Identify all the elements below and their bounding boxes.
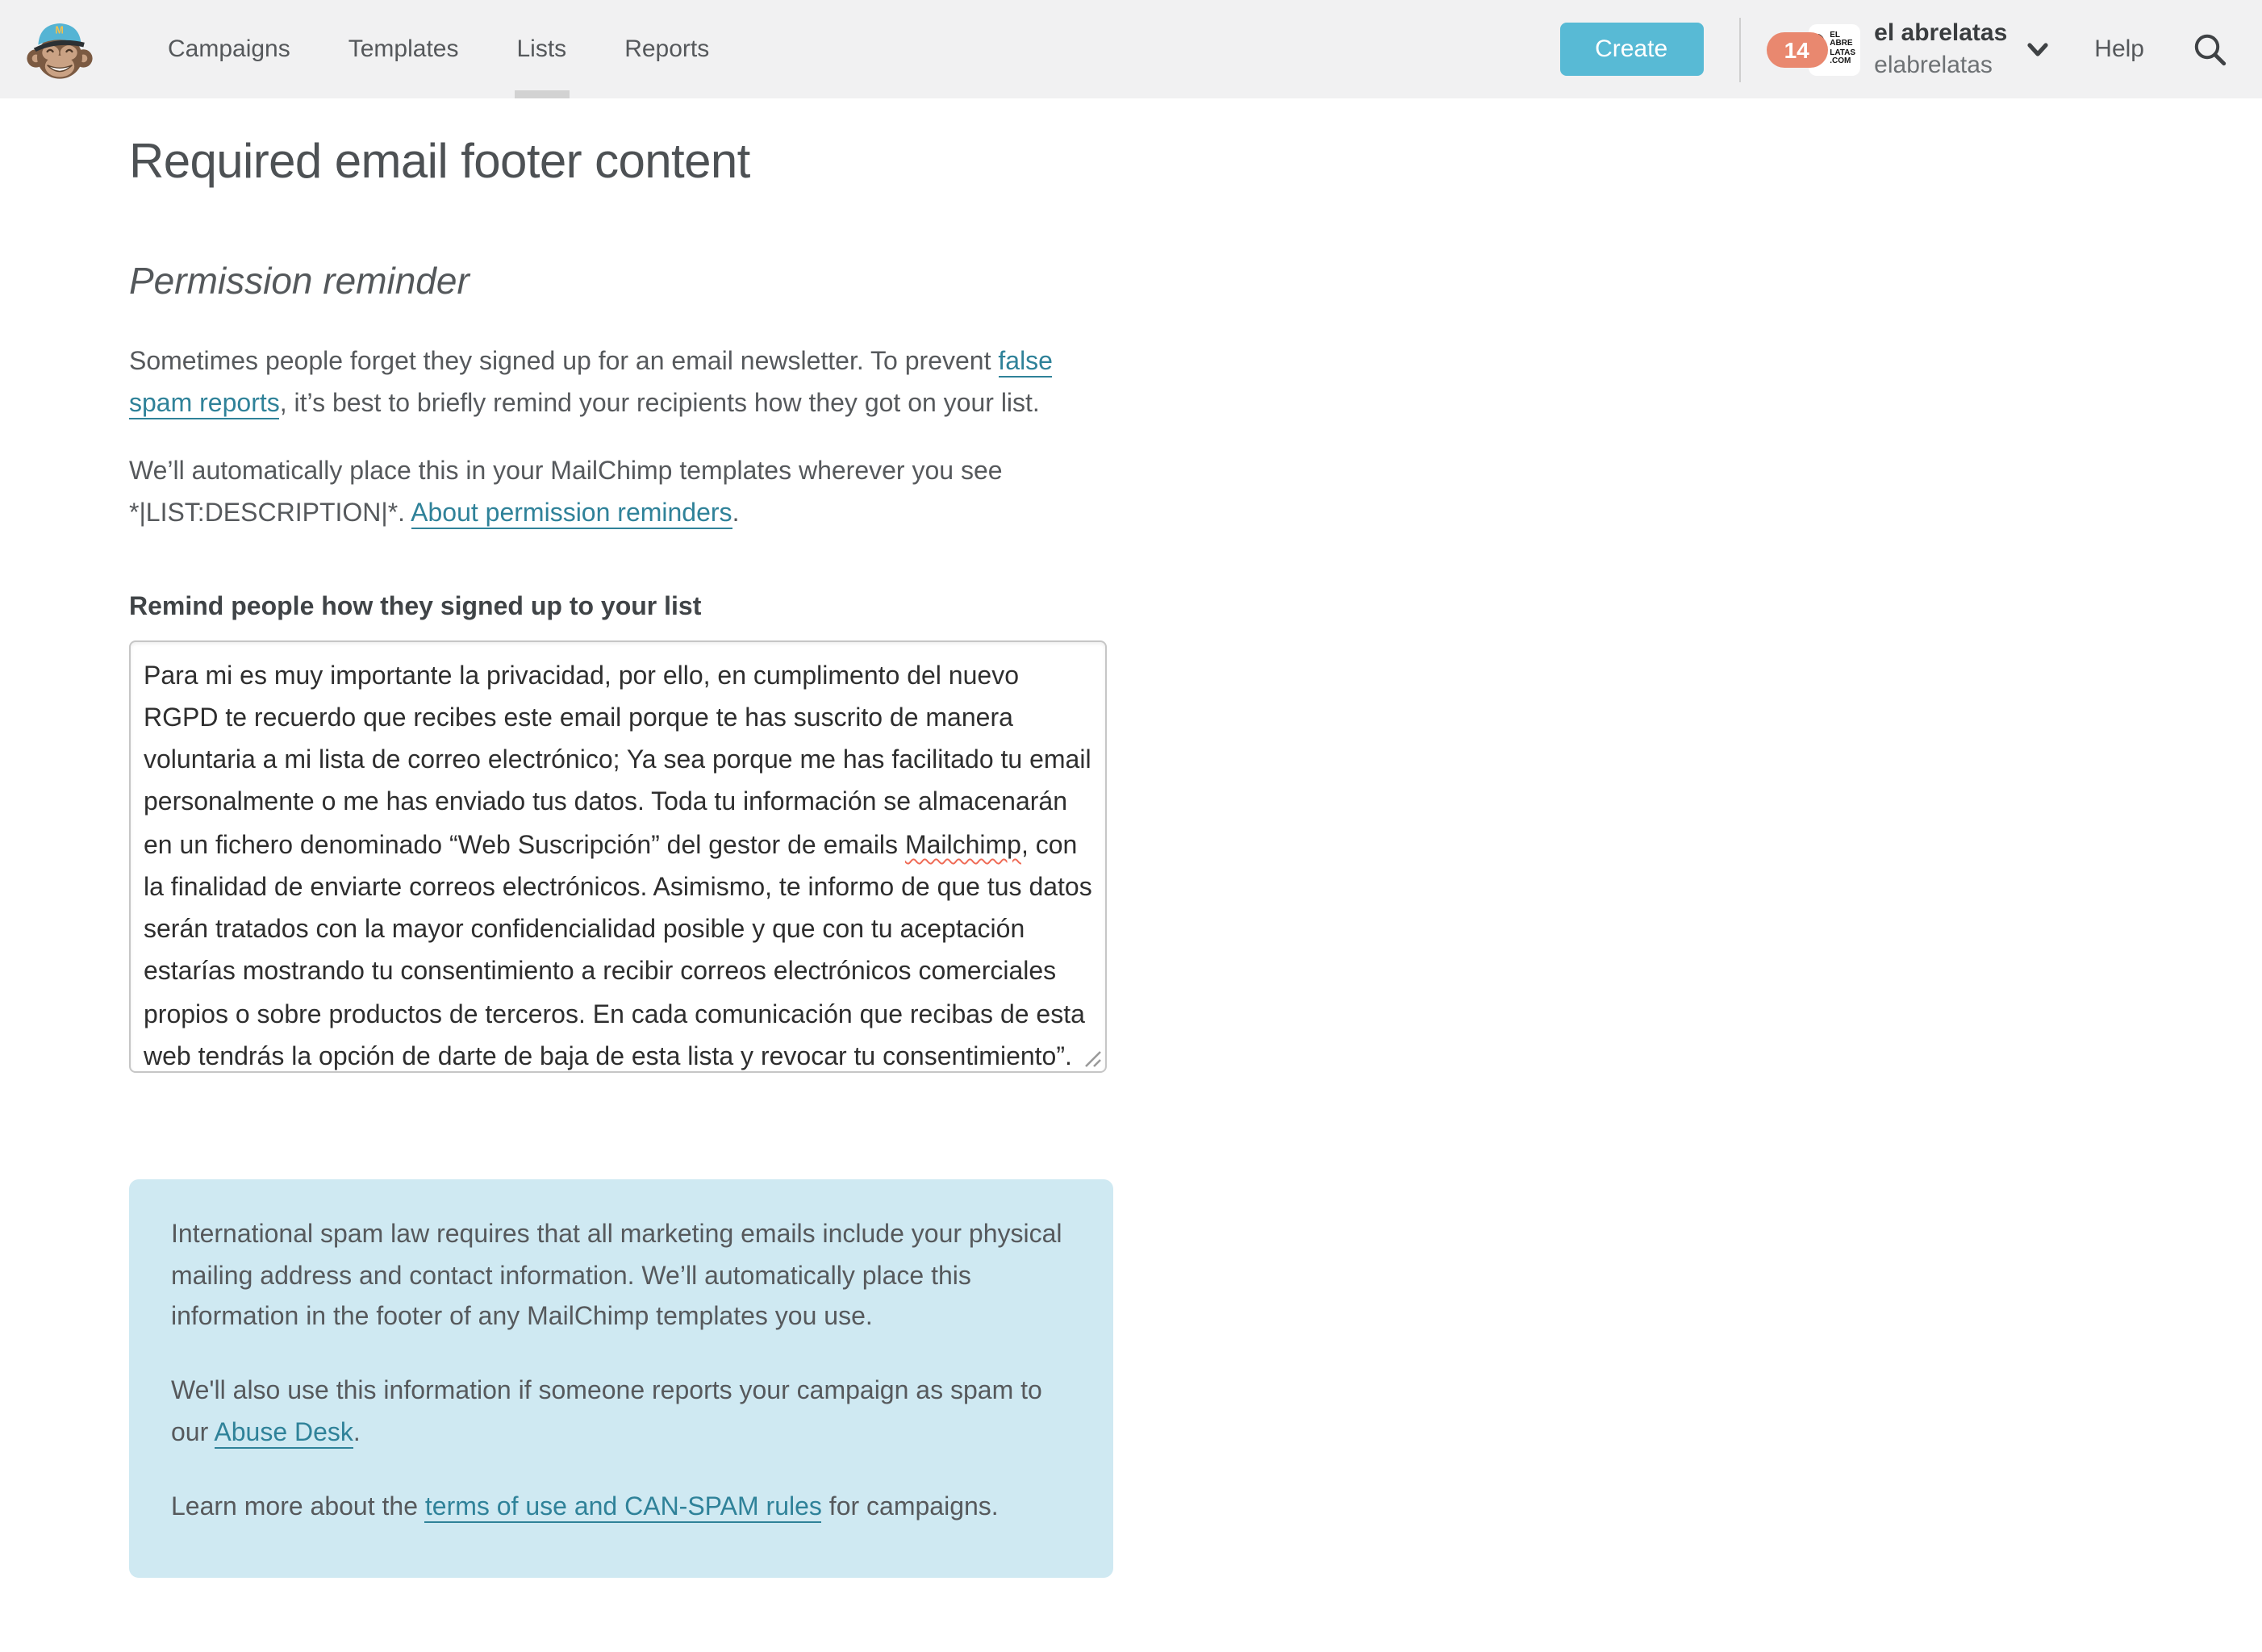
avatar-text-line: .COM bbox=[1830, 56, 1851, 66]
notification-badge[interactable]: 14 bbox=[1766, 31, 1827, 67]
false-spam-reports-link[interactable]: false spam reports bbox=[129, 348, 1053, 418]
account-username: elabrelatas bbox=[1874, 51, 1993, 78]
mailchimp-freddie-logo bbox=[26, 17, 94, 85]
account-menu[interactable] bbox=[1766, 18, 2049, 81]
infobox-p3-text-2: for campaigns. bbox=[821, 1494, 999, 1522]
nav-item-label: Lists bbox=[516, 35, 567, 63]
nav-item-label: Reports bbox=[624, 35, 710, 63]
nav-divider bbox=[1738, 17, 1740, 81]
infobox-p2-text-2: . bbox=[353, 1420, 361, 1448]
auto-place-paragraph bbox=[129, 452, 1068, 536]
avatar-text-line: EL bbox=[1830, 31, 1840, 40]
reminder-text-before: Para mi es muy importante la privacidad, por ello, en cumplimento del nuevo RGPD te recuerdo que recibes este email porque te has suscrito de manera voluntaria a mi lista de correo electrónico; Ya sea porque me has facilitado tu email personalmente o me has enviado tus datos. Toda tu información se almacenarán en un fichero denominado “Web Suscripción” del gestor de emails bbox=[144, 662, 1091, 860]
chevron-down-icon bbox=[2026, 41, 2049, 57]
intro-paragraph bbox=[129, 342, 1068, 426]
avatar-text-line: ABRE bbox=[1830, 39, 1853, 49]
account-names bbox=[1874, 18, 2007, 81]
page-title: Required email footer content bbox=[129, 136, 750, 189]
nav-item-label: Campaigns bbox=[168, 35, 290, 63]
nav-item-reports[interactable] bbox=[595, 0, 738, 98]
terms-can-spam-link[interactable]: terms of use and CAN-SPAM rules bbox=[424, 1494, 822, 1522]
primary-nav bbox=[139, 0, 738, 98]
intro-text-2: , it’s best to briefly remind your recipients how they got on your list. bbox=[279, 390, 1040, 418]
about-permission-reminders-link[interactable]: About permission reminders bbox=[411, 499, 732, 528]
permission-reminder-textarea[interactable] bbox=[129, 640, 1107, 1072]
infobox-p3-text-1: Learn more about the bbox=[171, 1494, 425, 1522]
intro-text-1: Sometimes people forget they signed up for an email newsletter. To prevent bbox=[129, 348, 999, 376]
nav-item-campaigns[interactable] bbox=[139, 0, 319, 98]
section-title: Permission reminder bbox=[129, 260, 470, 302]
account-name: el abrelatas bbox=[1874, 19, 2008, 47]
top-navbar bbox=[0, 0, 2262, 98]
nav-item-lists[interactable] bbox=[488, 0, 596, 98]
auto-place-text-1: We’ll automatically place this in your MailChimp templates wherever you see *|LIST:DESCRIPTION|*. bbox=[129, 457, 1003, 528]
avatar-logo-text bbox=[1830, 32, 1855, 66]
search-icon[interactable] bbox=[2193, 32, 2227, 66]
help-link[interactable]: Help bbox=[2094, 35, 2144, 63]
spam-law-infobox bbox=[129, 1179, 1113, 1578]
resize-handle[interactable] bbox=[1084, 1049, 1102, 1067]
infobox-paragraph-1: International spam law requires that all marketing emails include your physical mailing address and contact information. We’ll automatically place this information in the footer of any MailChimp templates you use. bbox=[171, 1220, 1062, 1332]
mailchimp-freddie-logo[interactable] bbox=[26, 17, 94, 85]
main-content bbox=[0, 136, 2262, 1652]
auto-place-text-2: . bbox=[732, 499, 740, 528]
reminder-field-label: Remind people how they signed up to your list bbox=[129, 593, 702, 621]
infobox-paragraph-3 bbox=[171, 1487, 1065, 1529]
reminder-misspelled-word: Mailchimp bbox=[904, 832, 1021, 860]
svg-text:M: M bbox=[55, 23, 64, 35]
reminder-text-after: , con la finalidad de enviarte correos electrónicos. Asimismo, te informo de que tus datos serán tratados con la mayor confidencialidad posible y que con tu aceptación estarías mostrando tu consentimiento a recibir correos electrónicos comerciales propios o sobre productos de terceros. En cada comunicación que recibas de esta web tendrás la opción de darte de baja de esta lista y revocar tu consentimiento”. bbox=[144, 832, 1092, 1071]
infobox-p2-text-1: We'll also use this information if someone reports your campaign as spam to our bbox=[171, 1378, 1042, 1448]
infobox-paragraph-2 bbox=[171, 1372, 1065, 1456]
navbar-right bbox=[1559, 17, 2233, 81]
abuse-desk-link[interactable]: Abuse Desk bbox=[214, 1420, 353, 1448]
nav-item-label: Templates bbox=[348, 35, 459, 63]
nav-item-templates[interactable] bbox=[319, 0, 488, 98]
avatar-text-line: LATAS bbox=[1830, 48, 1856, 57]
active-tab-indicator bbox=[514, 90, 569, 98]
create-button[interactable]: Create bbox=[1559, 23, 1703, 76]
